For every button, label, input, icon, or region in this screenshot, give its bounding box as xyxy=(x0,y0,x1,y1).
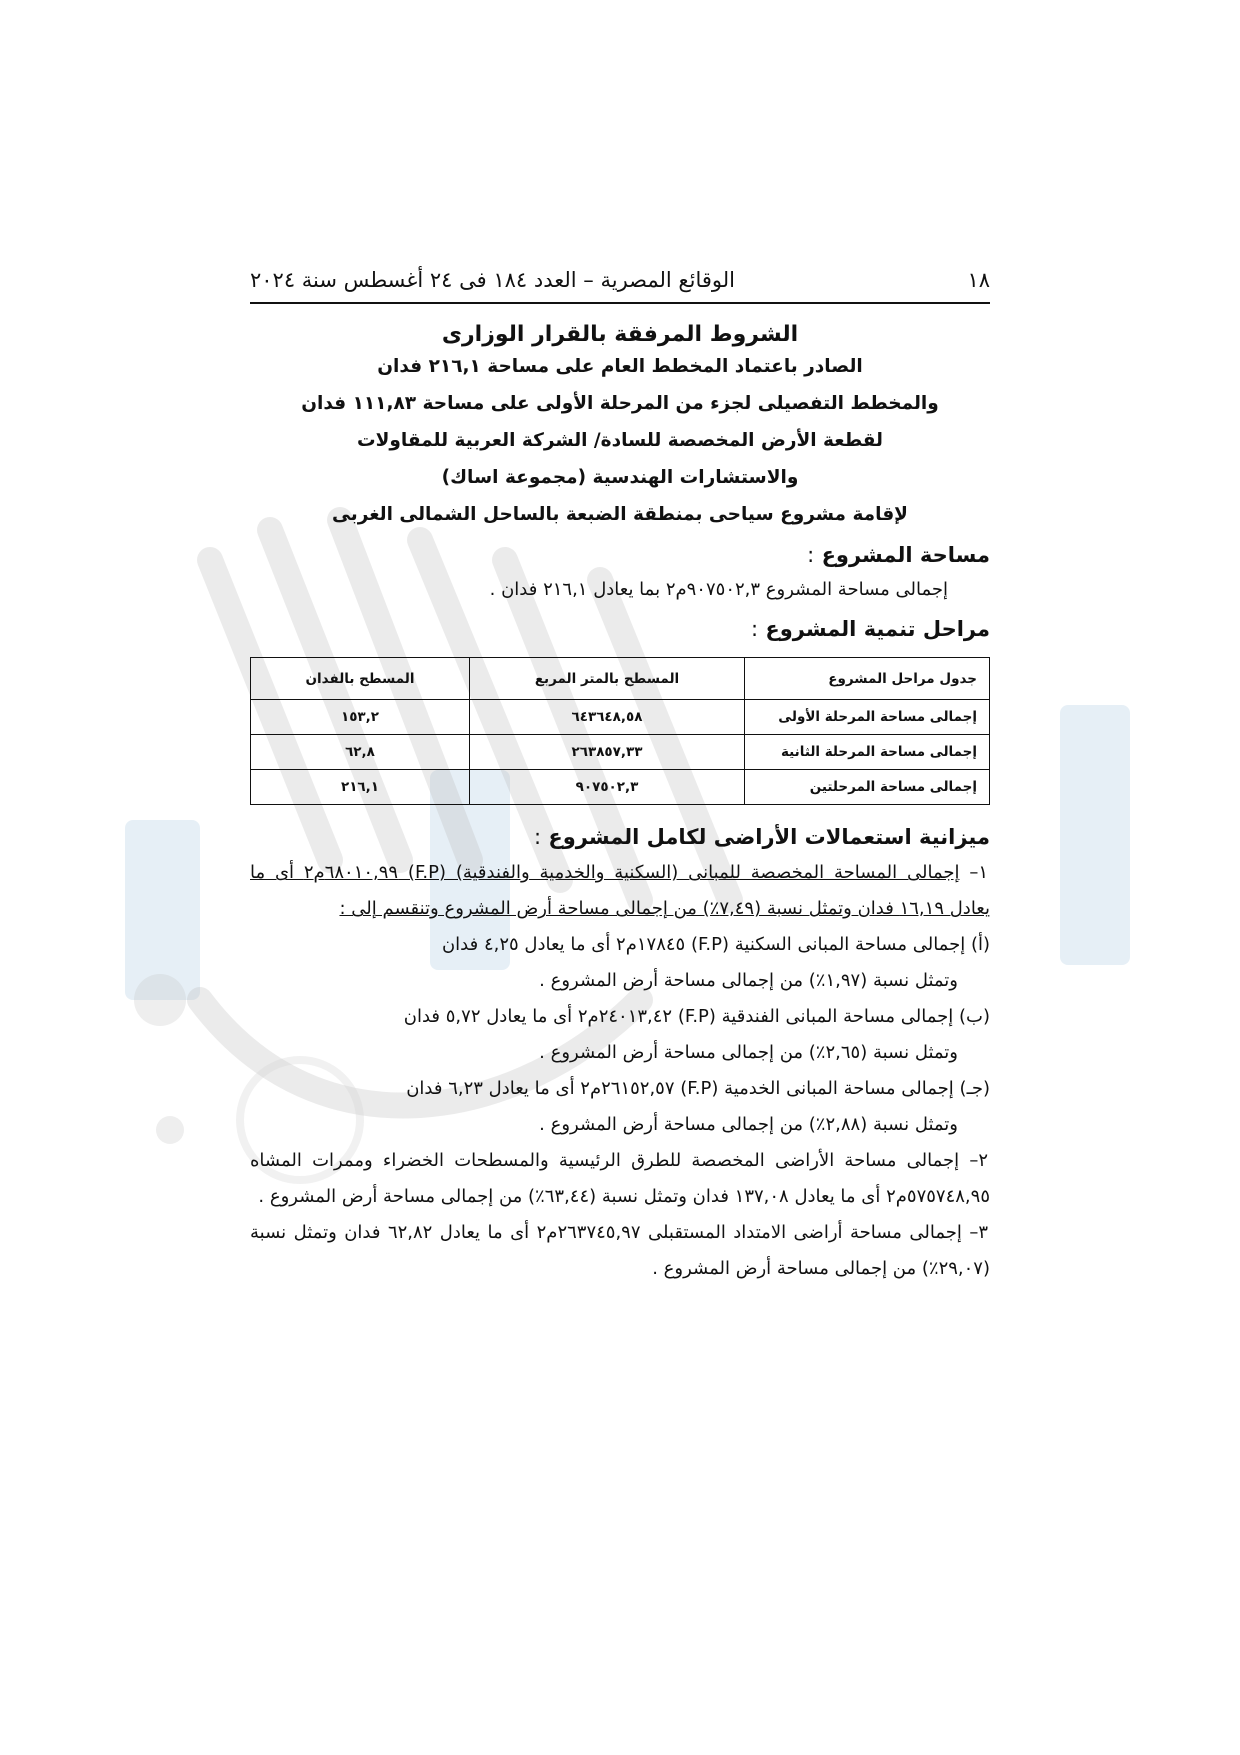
budget-item-2 xyxy=(250,1143,990,1215)
table-row xyxy=(251,700,990,735)
table-cell: ٢٦٣٨٥٧,٣٣ xyxy=(470,735,745,770)
title-line-2: والمخطط التفصيلى لجزء من المرحلة الأولى على مساحة ١١١,٨٣ فدان xyxy=(301,393,939,415)
item-number: ٢– xyxy=(969,1150,988,1172)
sub-item-line xyxy=(250,1071,990,1107)
sub-item-continuation: وتمثل نسبة (١,٩٧٪) من إجمالى مساحة أرض المشروع . xyxy=(539,970,958,992)
publication-line: الوقائع المصرية – العدد ١٨٤ فى ٢٤ أغسطس سنة ٢٠٢٤ xyxy=(250,268,735,292)
document-title: الشروط المرفقة بالقرار الوزارى xyxy=(441,322,799,347)
document-page xyxy=(250,268,990,1287)
budget-sub-item-c xyxy=(250,1071,990,1143)
title-line-3: لقطعة الأرض المخصصة للسادة/ الشركة العربية للمقاولات xyxy=(357,430,883,452)
project-area-heading-text: مساحة المشروع xyxy=(821,543,990,568)
sub-item-line xyxy=(250,999,990,1035)
budget-sub-item-a xyxy=(250,927,990,999)
item-number: ١– xyxy=(969,862,988,884)
title-line-1: الصادر باعتماد المخطط العام على مساحة ٢١٦,١ فدان xyxy=(377,356,863,378)
item-text: إجمالى مساحة الأراضى المخصصة للطرق الرئيسية والمسطحات الخضراء وممرات المشاه ٥٧٥٧٤٨,٩٥م٢ أى ما يعادل ١٣٧,٠٨ فدان وتمثل نسبة (٦٣,٤٤٪) من إجمالى مساحة أرض المشروع . xyxy=(250,1150,990,1208)
sub-item-line xyxy=(250,927,990,963)
table-header-cell: المسطح بالمتر المربع xyxy=(470,658,745,700)
heading-colon: : xyxy=(751,617,759,642)
budget-heading-text: ميزانية استعمالات الأراضى لكامل المشروع xyxy=(548,825,990,850)
sub-item-continuation: وتمثل نسبة (٢,٦٥٪) من إجمالى مساحة أرض المشروع . xyxy=(539,1042,958,1064)
title-line-4: والاستشارات الهندسية (مجموعة اساك) xyxy=(441,467,799,489)
table-header-row xyxy=(251,658,990,700)
phases-heading-text: مراحل تنمية المشروع xyxy=(765,617,990,642)
sub-item-continuation: وتمثل نسبة (٢,٨٨٪) من إجمالى مساحة أرض المشروع . xyxy=(539,1114,958,1136)
sub-item-text: إجمالى مساحة المبانى السكنية (F.P) ١٧٨٤٥م٢ أى ما يعادل ٤,٢٥ فدان xyxy=(441,934,966,956)
table-cell: ٩٠٧٥٠٢,٣ xyxy=(470,770,745,805)
project-area-heading xyxy=(250,537,990,573)
budget-sub-item-b xyxy=(250,999,990,1071)
phases-heading xyxy=(250,611,990,647)
table-cell: ٦٤٣٦٤٨,٥٨ xyxy=(470,700,745,735)
table-cell: إجمالى مساحة المرحلتين xyxy=(745,770,990,805)
heading-colon: : xyxy=(533,825,542,850)
item-text: إجمالى مساحة أراضى الامتداد المستقبلى ٢٦٣٧٤٥,٩٧م٢ أى ما يعادل ٦٢,٨٢ فدان وتمثل نسبة (٢٩,٠٧٪) من إجمالى مساحة أرض المشروع . xyxy=(250,1222,990,1280)
sub-item-text: إجمالى مساحة المبانى الفندقية (F.P) ٢٤٠١٣,٤٢م٢ أى ما يعادل ٥,٧٢ فدان xyxy=(403,1006,954,1028)
table-cell: ١٥٣,٢ xyxy=(251,700,470,735)
table-cell: إجمالى مساحة المرحلة الأولى xyxy=(745,700,990,735)
budget-item-1 xyxy=(250,855,990,927)
page-number: ١٨ xyxy=(967,268,990,292)
budget-heading xyxy=(250,819,990,855)
table-header-cell: جدول مراحل المشروع xyxy=(745,658,990,700)
item-number: ٣– xyxy=(969,1222,988,1244)
sub-item-label: (جـ) xyxy=(959,1078,990,1100)
sub-item-label: (أ) xyxy=(970,934,990,956)
table-header-cell: المسطح بالفدان xyxy=(251,658,470,700)
table-cell: ٢١٦,١ xyxy=(251,770,470,805)
budget-item-3 xyxy=(250,1215,990,1287)
running-header xyxy=(250,268,990,304)
table-row xyxy=(251,735,990,770)
title-line-5: لإقامة مشروع سياحى بمنطقة الضبعة بالساحل الشمالى الغربى xyxy=(332,504,908,526)
heading-colon: : xyxy=(807,543,815,568)
phases-table xyxy=(250,657,990,805)
table-row xyxy=(251,770,990,805)
project-area-text: إجمالى مساحة المشروع ٩٠٧٥٠٢,٣م٢ بما يعادل ٢١٦,١ فدان . xyxy=(489,579,948,601)
table-cell: ٦٢,٨ xyxy=(251,735,470,770)
sub-item-text: إجمالى مساحة المبانى الخدمية (F.P) ٢٦١٥٢,٥٧م٢ أى ما يعادل ٦,٢٣ فدان xyxy=(406,1078,954,1100)
item-text: إجمالى المساحة المخصصة للمبانى (السكنية والخدمية والفندقية) (F.P) ٦٨٠١٠,٩٩م٢ أى ما يعادل ١٦,١٩ فدان وتمثل نسبة (٧,٤٩٪) من إجمالى مساحة أرض المشروع وتنقسم إلى : xyxy=(250,862,990,920)
sub-item-label: (ب) xyxy=(959,1006,990,1028)
table-cell: إجمالى مساحة المرحلة الثانية xyxy=(745,735,990,770)
